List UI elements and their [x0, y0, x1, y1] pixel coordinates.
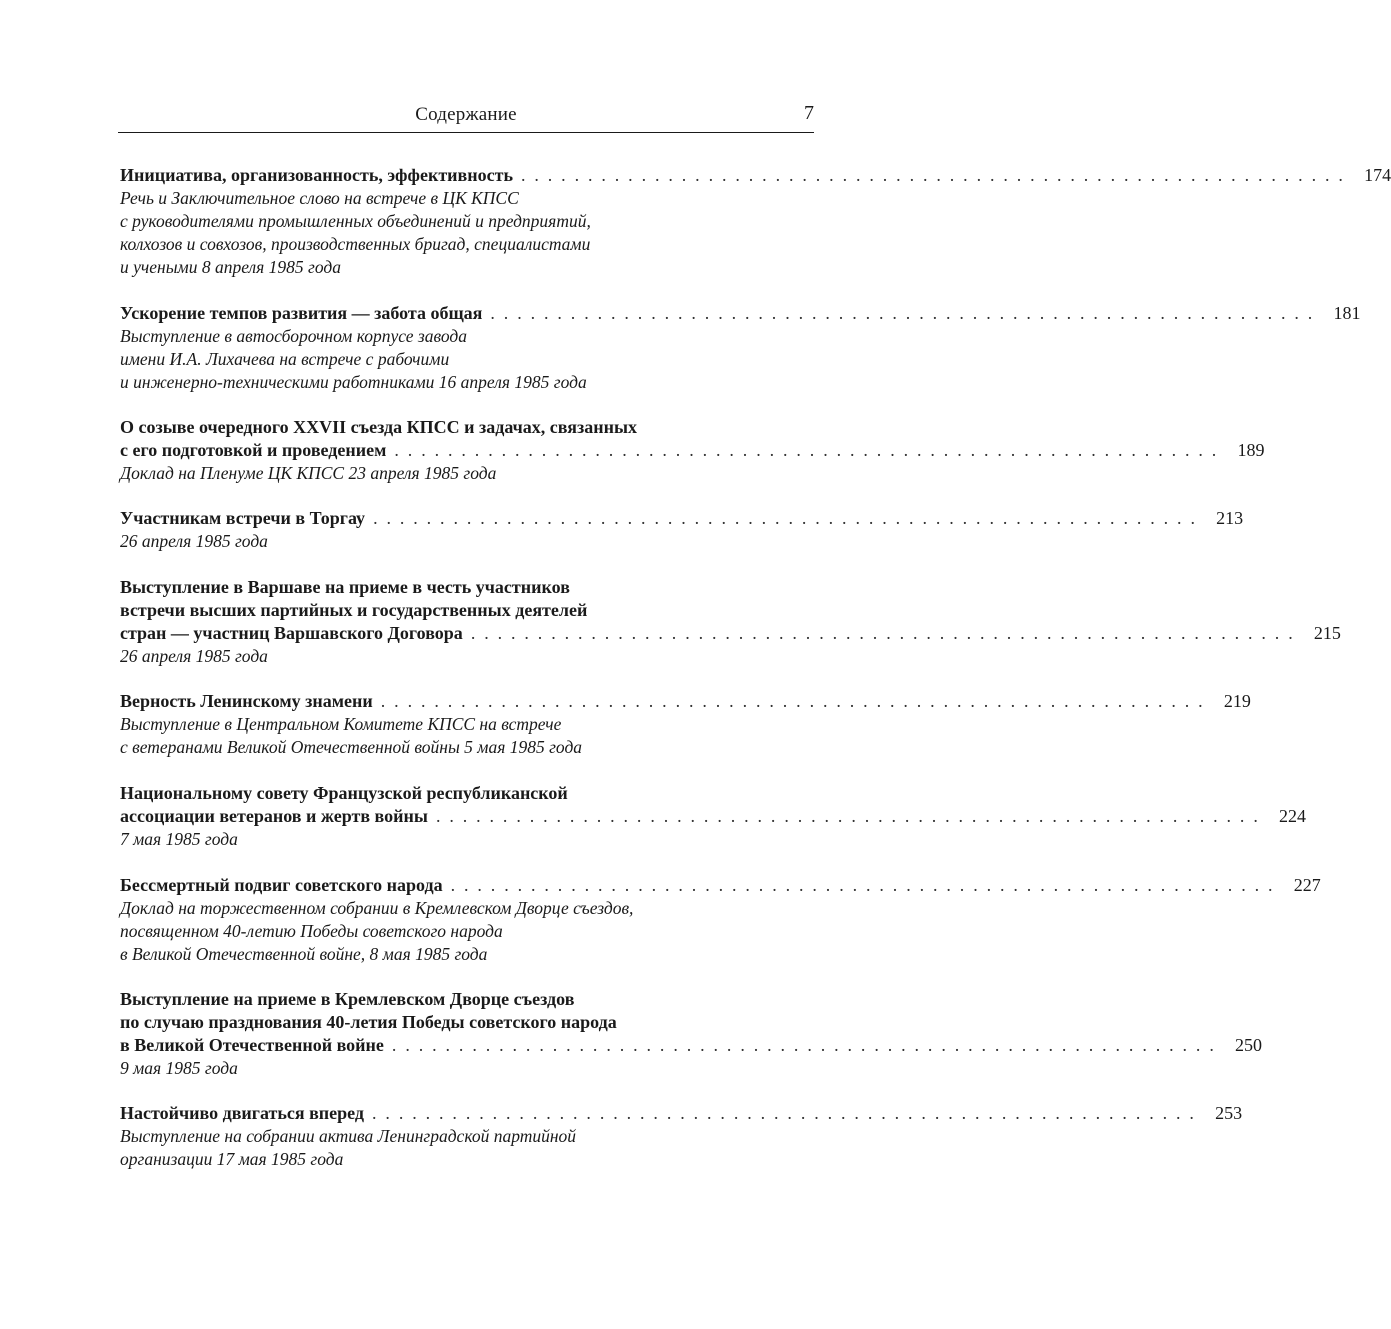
toc-entry-description: Речь и Заключительное слово на встрече в ЦК КПСС — [120, 188, 519, 208]
dot-leader: . . . . . . . . . . . . . . . . . . . . . . . . . . . . . . . . . . . . . . . . . . . . . . . . . . . . . . . . . . . . . . — [394, 440, 1219, 460]
toc-entry[interactable] — [120, 164, 1391, 279]
toc-entry-title-line — [120, 416, 760, 439]
toc-entry-title: по случаю празднования 40-летия Победы советского народа — [120, 1012, 617, 1032]
toc-entry-description: посвященном 40-летию Победы советского народа — [120, 921, 503, 941]
dot-leader: . . . . . . . . . . . . . . . . . . . . . . . . . . . . . . . . . . . . . . . . . . . . . . . . . . . . . . . . . . . . . . — [435, 806, 1261, 826]
toc-entry-page: 250 — [1235, 1035, 1263, 1055]
page-title: Содержание — [415, 104, 517, 125]
toc-entry[interactable] — [120, 874, 1321, 966]
toc-entry-title: Бессмертный подвиг советского народа — [120, 875, 443, 895]
toc-entry-title-line — [120, 164, 1391, 187]
toc-entry-description: 26 апреля 1985 года — [120, 646, 268, 666]
dot-leader: . . . . . . . . . . . . . . . . . . . . . . . . . . . . . . . . . . . . . . . . . . . . . . . . . . . . . . . . . . . . . . — [391, 1035, 1217, 1055]
toc-entry-title: в Великой Отечественной войне — [120, 1035, 384, 1055]
toc-entry-title-line — [120, 302, 1361, 325]
toc-entry-description: колхозов и совхозов, производственных бригад, специалистами — [120, 234, 591, 254]
dot-leader: . . . . . . . . . . . . . . . . . . . . . . . . . . . . . . . . . . . . . . . . . . . . . . . . . . . . . . . . . . . . . . — [490, 303, 1315, 323]
toc-entry-title-line — [120, 782, 760, 805]
toc-entry-description: в Великой Отечественной войне, 8 мая 1985 года — [120, 944, 488, 964]
toc-entry-title-line — [120, 988, 760, 1011]
toc-entry-description: Выступление в Центральном Комитете КПСС на встрече — [120, 714, 562, 734]
toc-entry[interactable] — [120, 507, 1244, 553]
toc-entry-page: 227 — [1293, 875, 1321, 895]
toc-entry-title: Ускорение темпов развития — забота общая — [120, 303, 483, 323]
toc-entry-description: Доклад на Пленуме ЦК КПСС 23 апреля 1985 года — [120, 463, 497, 483]
toc-entry-page: 213 — [1216, 508, 1244, 528]
toc-entry-title-line — [120, 439, 1265, 462]
toc-entry-description: 7 мая 1985 года — [120, 829, 238, 849]
toc-entry-title: с его подготовкой и проведением — [120, 440, 387, 460]
toc-entry-title: встречи высших партийных и государственных деятелей — [120, 600, 588, 620]
toc-entry-title-line — [120, 622, 1341, 645]
toc-entry-title: Национальному совету Французской республиканской — [120, 783, 568, 803]
toc-entry-description: Доклад на торжественном собрании в Кремлевском Дворце съездов, — [120, 898, 634, 918]
dot-leader: . . . . . . . . . . . . . . . . . . . . . . . . . . . . . . . . . . . . . . . . . . . . . . . . . . . . . . . . . . . . . . — [450, 875, 1275, 895]
toc-entry-title: стран — участниц Варшавского Договора — [120, 623, 463, 643]
toc-entry-title: Выступление в Варшаве на приеме в честь участников — [120, 577, 570, 597]
running-header — [118, 100, 814, 133]
toc-entry-page: 253 — [1215, 1103, 1243, 1123]
toc-entry-title: Настойчиво двигаться вперед — [120, 1103, 365, 1123]
toc-entry-title-line — [120, 1034, 1263, 1057]
toc-entry-description: и учеными 8 апреля 1985 года — [120, 257, 342, 277]
toc-entry-title: ассоциации ветеранов и жертв войны — [120, 806, 428, 826]
dot-leader: . . . . . . . . . . . . . . . . . . . . . . . . . . . . . . . . . . . . . . . . . . . . . . . . . . . . . . . . . . . . . . — [380, 691, 1205, 711]
toc-entry-page: 174 — [1364, 165, 1391, 185]
toc-entry-title: Верность Ленинскому знамени — [120, 691, 373, 711]
page-number: 7 — [804, 102, 814, 124]
toc-entry-description: с ветеранами Великой Отечественной войны 5 мая 1985 года — [120, 737, 583, 757]
toc-entry-title-line — [120, 576, 760, 599]
toc-entry-description: с руководителями промышленных объединений и предприятий, — [120, 211, 591, 231]
dot-leader: . . . . . . . . . . . . . . . . . . . . . . . . . . . . . . . . . . . . . . . . . . . . . . . . . . . . . . . . . . . . . . — [372, 1103, 1197, 1123]
toc-entry-description: и инженерно-техническими работниками 16 апреля 1985 года — [120, 372, 587, 392]
toc-entry-description: 9 мая 1985 года — [120, 1058, 238, 1078]
toc-entry-title-line — [120, 1011, 760, 1034]
toc-entry-title-line — [120, 507, 1244, 530]
dot-leader: . . . . . . . . . . . . . . . . . . . . . . . . . . . . . . . . . . . . . . . . . . . . . . . . . . . . . . . . . . . . . . — [470, 623, 1295, 643]
toc-entry-title: О созыве очередного XXVII съезда КПСС и задачах, связанных — [120, 417, 638, 437]
toc-entry-title: Участникам встречи в Торгау — [120, 508, 366, 528]
toc-entry-title-line — [120, 805, 1307, 828]
toc-entry[interactable] — [120, 782, 1307, 851]
toc-entry-title: Выступление на приеме в Кремлевском Дворце съездов — [120, 989, 575, 1009]
toc-entry-page: 224 — [1279, 806, 1307, 826]
toc-entry-title-line — [120, 1102, 1243, 1125]
toc-entry[interactable] — [120, 1102, 1243, 1171]
toc-entry-title: Инициатива, организованность, эффективность — [120, 165, 513, 185]
toc-entry-description: 26 апреля 1985 года — [120, 531, 268, 551]
toc-entry[interactable] — [120, 988, 1263, 1080]
toc-entry[interactable] — [120, 416, 1265, 485]
toc-entry-title-line — [120, 599, 760, 622]
toc-entry-page: 181 — [1333, 303, 1361, 323]
toc-entry[interactable] — [120, 576, 1341, 668]
toc-entry-page: 189 — [1237, 440, 1265, 460]
toc-entry[interactable] — [120, 690, 1251, 759]
toc-entry-page: 219 — [1223, 691, 1251, 711]
toc-entry-description: организации 17 мая 1985 года — [120, 1149, 344, 1169]
toc-entry-page: 215 — [1313, 623, 1341, 643]
toc-entry[interactable] — [120, 302, 1361, 394]
toc-entry-description: Выступление в автосборочном корпусе завода — [120, 326, 467, 346]
dot-leader: . . . . . . . . . . . . . . . . . . . . . . . . . . . . . . . . . . . . . . . . . . . . . . . . . . . . . . . . . . . . . . — [520, 165, 1346, 185]
toc-entry-title-line — [120, 690, 1251, 713]
toc-entry-title-line — [120, 874, 1321, 897]
toc-entry-description: имени И.А. Лихачева на встрече с рабочими — [120, 349, 450, 369]
dot-leader: . . . . . . . . . . . . . . . . . . . . . . . . . . . . . . . . . . . . . . . . . . . . . . . . . . . . . . . . . . . . . . — [373, 508, 1198, 528]
toc-entry-description: Выступление на собрании актива Ленинградской партийной — [120, 1126, 577, 1146]
